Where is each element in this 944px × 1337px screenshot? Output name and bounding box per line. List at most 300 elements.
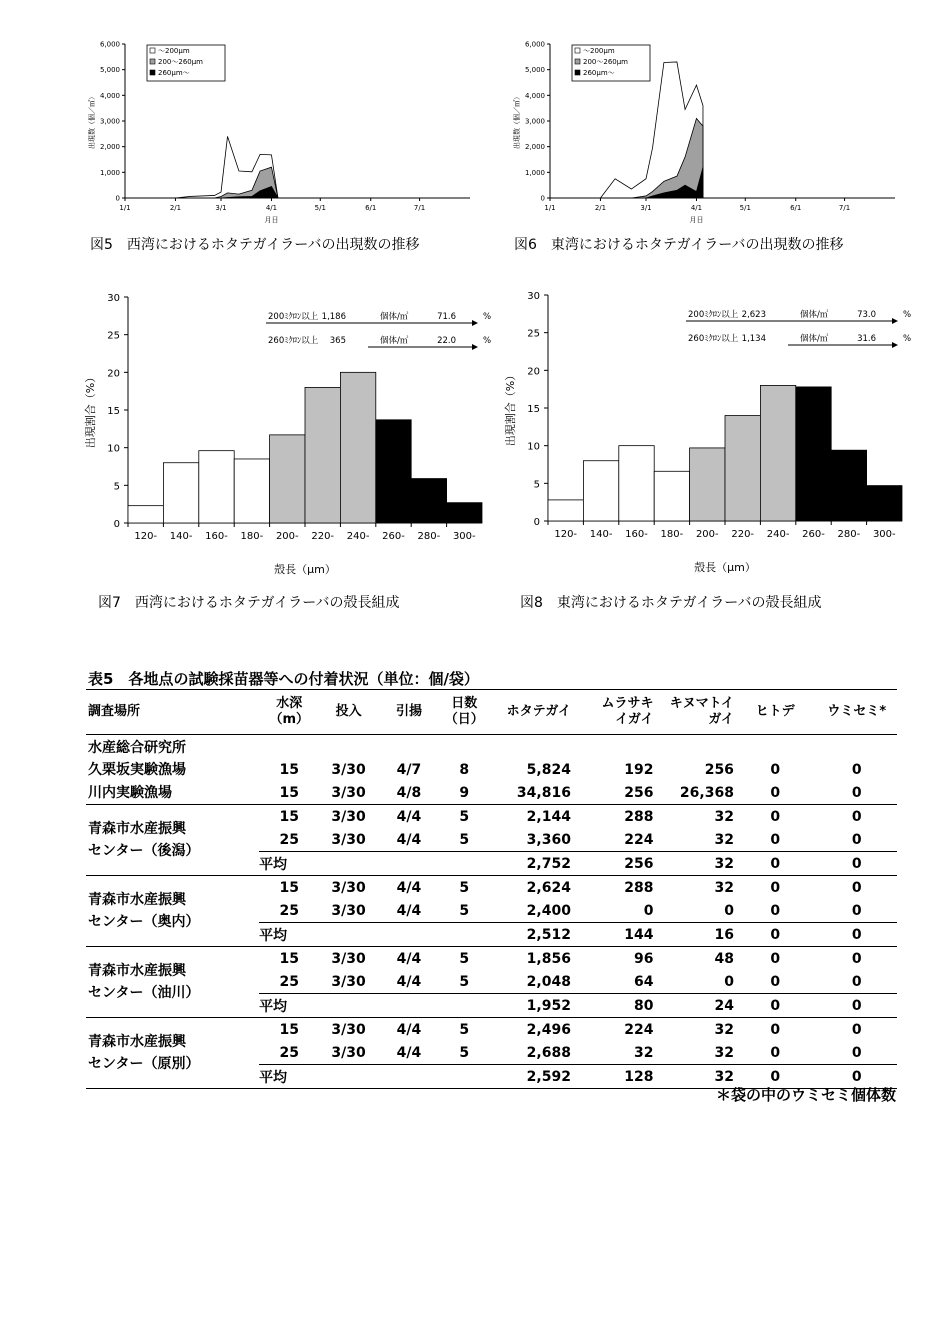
table-cell: 0 bbox=[851, 950, 862, 967]
table-cell: 0 bbox=[770, 973, 781, 990]
svg-fig6-legend-label: 260μm～ bbox=[583, 69, 615, 77]
table-cell: 0 bbox=[770, 1044, 781, 1061]
svg-fig6-xtick-label: 2/1 bbox=[594, 204, 607, 212]
table-cell: 9 bbox=[459, 784, 470, 801]
svg-fig5-legend-swatch bbox=[150, 48, 155, 53]
svg-fig6-ytick-label: 6,000 bbox=[524, 40, 545, 49]
table-cell bbox=[378, 852, 440, 876]
table-cell bbox=[488, 735, 571, 759]
svg-fig8-annotation-text: 260ﾐｸﾛﾝ以上 bbox=[688, 334, 739, 344]
table-cell: 15 bbox=[279, 1021, 299, 1038]
table-cell: 0 bbox=[851, 902, 862, 919]
svg-fig8-ytick-label: 30 bbox=[527, 291, 540, 302]
table-cell: 32 bbox=[714, 808, 734, 825]
attachment-table bbox=[86, 689, 897, 1089]
table-cell: 0 bbox=[851, 1021, 862, 1038]
svg-fig5-xtick-label: 3/1 bbox=[215, 204, 227, 212]
table-cell bbox=[319, 923, 377, 947]
svg-fig7-annotation-text: % bbox=[483, 312, 492, 322]
table-cell: 0 bbox=[734, 994, 817, 1018]
table-cell: 256 bbox=[704, 761, 734, 778]
svg-fig7-xtick-label: 260- bbox=[382, 531, 405, 542]
table-cell: 32 bbox=[653, 852, 733, 876]
table-cell: 5 bbox=[459, 808, 470, 825]
svg-fig6-xtick-label: 3/1 bbox=[640, 204, 652, 212]
fig5-line-chart bbox=[80, 36, 480, 226]
svg-fig7-bar bbox=[447, 503, 482, 523]
table-cell: 25 bbox=[279, 902, 299, 919]
header-cell: ウミセミ* bbox=[827, 704, 887, 719]
table-cell bbox=[440, 994, 488, 1018]
table-cell: 2,512 bbox=[488, 923, 571, 947]
svg-fig8-xtick-label: 140- bbox=[589, 529, 613, 540]
table-cell: 32 bbox=[714, 1021, 734, 1038]
table-cell bbox=[319, 994, 377, 1018]
table-header-row bbox=[86, 690, 897, 735]
table-cell: 0 bbox=[851, 1044, 862, 1061]
table-cell bbox=[319, 735, 377, 759]
table-cell bbox=[440, 923, 488, 947]
svg-fig7-bar bbox=[128, 506, 163, 523]
table-cell: 2,048 bbox=[526, 973, 571, 990]
svg-fig7-xtick-label: 120- bbox=[134, 531, 158, 542]
svg-fig7-xtick-label: 240- bbox=[346, 531, 370, 542]
table-title: 表5 各地点の試験採苗器等への付着状況（単位：個/袋） bbox=[88, 670, 479, 688]
table-cell: 0 bbox=[643, 902, 654, 919]
table-cell bbox=[440, 852, 488, 876]
table-cell bbox=[259, 735, 319, 759]
svg-fig8-annotation-text: 個体/㎥ bbox=[800, 310, 829, 320]
fig7-svg bbox=[80, 285, 490, 585]
svg-fig8-xtick-label: 220- bbox=[731, 529, 755, 540]
svg-fig7-annotation-text: 260ﾐｸﾛﾝ以上 bbox=[268, 336, 319, 346]
svg-fig6-legend-label: ～200μm bbox=[583, 47, 615, 55]
table-cell: 0 bbox=[724, 902, 734, 919]
table-cell: 32 bbox=[714, 1044, 734, 1061]
svg-fig7-bar bbox=[163, 463, 198, 523]
table-row bbox=[86, 947, 897, 971]
svg-fig6-xtick-label: 6/1 bbox=[790, 204, 802, 212]
table-cell: 3/30 bbox=[331, 831, 366, 848]
table-cell: 25 bbox=[279, 973, 299, 990]
table-cell: 4/4 bbox=[396, 879, 422, 896]
svg-fig5-ytick-label: 4,000 bbox=[99, 91, 120, 100]
table-cell bbox=[816, 735, 897, 759]
svg-fig7-xlabel: 殻長（μm） bbox=[274, 563, 336, 576]
site-name: 久栗坂実験漁場 bbox=[88, 761, 186, 778]
svg-fig5-ylabel: 出現数（個／㎥） bbox=[88, 93, 96, 149]
table-cell: 0 bbox=[770, 831, 781, 848]
svg-fig7-bar bbox=[376, 420, 411, 523]
table-cell: 0 bbox=[770, 784, 781, 801]
table-cell bbox=[378, 994, 440, 1018]
svg-fig8-annotation-arrowhead bbox=[892, 318, 898, 324]
table-cell: 15 bbox=[279, 879, 299, 896]
table-row bbox=[86, 758, 897, 781]
svg-fig7-ytick-label: 30 bbox=[107, 293, 120, 304]
table-cell: 24 bbox=[653, 994, 733, 1018]
svg-fig5-xtick-label: 4/1 bbox=[265, 204, 278, 212]
table-cell: 5 bbox=[459, 950, 470, 967]
table-cell: 15 bbox=[279, 784, 299, 801]
fig5-caption: 図5 西湾におけるホタテガイラーバの出現数の推移 bbox=[90, 237, 420, 253]
svg-fig8-annotation-text: % bbox=[903, 310, 912, 320]
table-cell: 15 bbox=[279, 950, 299, 967]
header-cell: 投入 bbox=[335, 704, 362, 719]
svg-fig7-ytick-label: 0 bbox=[113, 519, 120, 530]
table-container bbox=[86, 689, 897, 1089]
table-cell: 288 bbox=[624, 879, 654, 896]
svg-fig8-annotation-text: 2,623 bbox=[741, 310, 766, 320]
table-body bbox=[86, 735, 897, 1089]
header-cell: 引揚 bbox=[395, 704, 422, 719]
svg-fig8-annotation-text: % bbox=[903, 334, 912, 344]
svg-fig7-annotation-arrowhead bbox=[472, 344, 478, 350]
svg-fig6-ylabel: 出現数（個／㎥） bbox=[513, 93, 521, 149]
table-cell bbox=[319, 1065, 377, 1089]
table-cell: 4/4 bbox=[396, 950, 422, 967]
table-cell bbox=[734, 735, 817, 759]
svg-fig7-bar bbox=[340, 372, 375, 523]
svg-fig5-legend-swatch bbox=[150, 70, 155, 75]
table-cell bbox=[653, 735, 733, 759]
table-footnote: ＊袋の中のウミセミ個体数 bbox=[715, 1086, 896, 1104]
table-cell: 0 bbox=[851, 831, 862, 848]
table-row bbox=[86, 781, 897, 805]
svg-fig7-xtick-label: 160- bbox=[205, 531, 228, 542]
fig7-bar-chart bbox=[80, 285, 490, 585]
average-label: 平均 bbox=[259, 923, 319, 947]
svg-fig8-bar bbox=[619, 446, 654, 521]
table-cell: 1,952 bbox=[488, 994, 571, 1018]
table-cell: 3/30 bbox=[331, 973, 366, 990]
svg-fig8-bar bbox=[725, 416, 760, 521]
table-cell: 80 bbox=[571, 994, 654, 1018]
table-cell: 32 bbox=[653, 1065, 733, 1089]
table-cell: 26,368 bbox=[679, 784, 734, 801]
fig6-svg bbox=[505, 36, 905, 226]
svg-fig7-ytick-label: 25 bbox=[107, 330, 120, 342]
svg-fig7-xtick-label: 220- bbox=[311, 531, 335, 542]
table-row bbox=[86, 805, 897, 829]
table-cell: 0 bbox=[816, 923, 897, 947]
table-cell: 0 bbox=[851, 973, 862, 990]
svg-fig8-xtick-label: 300- bbox=[872, 529, 896, 540]
table-cell: 0 bbox=[734, 1065, 817, 1089]
fig5-svg bbox=[80, 36, 480, 226]
svg-fig8-xtick-label: 200- bbox=[695, 529, 719, 540]
svg-fig6-ytick-label: 5,000 bbox=[524, 66, 545, 75]
table-cell: 0 bbox=[734, 852, 817, 876]
svg-fig6-legend-swatch bbox=[575, 70, 580, 75]
svg-fig6-ytick-label: 4,000 bbox=[524, 91, 545, 100]
svg-fig5-ytick-label: 0 bbox=[115, 194, 120, 203]
svg-fig7-ylabel: 出現割合（%） bbox=[84, 371, 97, 449]
svg-fig7-xtick-label: 200- bbox=[275, 531, 299, 542]
table-cell: 3,360 bbox=[526, 831, 571, 848]
svg-fig8-ytick-label: 25 bbox=[527, 328, 540, 340]
table-cell: 64 bbox=[633, 973, 654, 990]
table-cell: 0 bbox=[770, 808, 781, 825]
svg-fig8-bar bbox=[548, 500, 583, 521]
fig8-svg bbox=[500, 283, 910, 583]
svg-fig5-xlabel: 月日 bbox=[264, 216, 279, 224]
table-cell bbox=[378, 735, 440, 759]
svg-fig7-bar bbox=[270, 435, 305, 523]
svg-fig8-bar bbox=[583, 461, 618, 521]
svg-fig7-annotation-text: 200ﾐｸﾛﾝ以上 bbox=[268, 312, 319, 322]
table-cell: 0 bbox=[816, 994, 897, 1018]
svg-fig8-annotation-text: 1,134 bbox=[741, 334, 766, 344]
table-cell: 2,144 bbox=[526, 808, 571, 825]
svg-fig5-legend-label: 260μm～ bbox=[158, 69, 190, 77]
table-row bbox=[86, 876, 897, 900]
svg-fig8-xtick-label: 120- bbox=[554, 529, 578, 540]
table-cell bbox=[440, 1065, 488, 1089]
svg-fig6-ytick-label: 1,000 bbox=[524, 168, 545, 177]
svg-fig8-annotation-arrowhead bbox=[892, 342, 898, 348]
table-cell: 0 bbox=[851, 761, 862, 778]
fig6-caption: 図6 東湾におけるホタテガイラーバの出現数の推移 bbox=[514, 237, 844, 253]
table-cell: 4/4 bbox=[396, 1021, 422, 1038]
table-cell: 32 bbox=[633, 1044, 654, 1061]
table-cell: 3/30 bbox=[331, 761, 366, 778]
table-cell: 2,688 bbox=[526, 1044, 571, 1061]
table-cell: 8 bbox=[459, 761, 470, 778]
svg-fig7-annotation-arrowhead bbox=[472, 320, 478, 326]
table-cell: 3/30 bbox=[331, 784, 366, 801]
svg-fig5-ytick-label: 3,000 bbox=[99, 117, 120, 126]
svg-fig7-xtick-label: 140- bbox=[169, 531, 193, 542]
table-cell: 25 bbox=[279, 831, 299, 848]
table-cell: 4/4 bbox=[396, 902, 422, 919]
table-cell: 3/30 bbox=[331, 1021, 366, 1038]
table-cell: 0 bbox=[724, 973, 734, 990]
svg-fig7-annotation-text: 71.6 bbox=[437, 312, 456, 322]
table-cell bbox=[378, 1065, 440, 1089]
svg-fig6-legend-swatch bbox=[575, 48, 580, 53]
header-cell: ヒトデ bbox=[755, 704, 795, 719]
table-cell: 1,856 bbox=[526, 950, 571, 967]
svg-fig7-annotation-text: 22.0 bbox=[437, 336, 456, 346]
table-cell: 0 bbox=[770, 902, 781, 919]
table-cell: 5 bbox=[459, 1021, 470, 1038]
svg-fig8-bar bbox=[760, 385, 795, 521]
site-name: 青森市水産振興 センター（奥内） bbox=[88, 892, 200, 930]
fig7-caption: 図7 西湾におけるホタテガイラーバの殻長組成 bbox=[98, 595, 400, 611]
svg-fig8-xlabel: 殻長（μm） bbox=[694, 561, 756, 574]
svg-fig6-xtick-label: 1/1 bbox=[544, 204, 556, 212]
svg-fig8-bar bbox=[831, 450, 866, 521]
table-cell: 0 bbox=[816, 852, 897, 876]
svg-fig6-ytick-label: 0 bbox=[540, 194, 545, 203]
svg-fig7-annotation-text: % bbox=[483, 336, 492, 346]
svg-fig5-xtick-label: 2/1 bbox=[169, 204, 182, 212]
fig8-bar-chart bbox=[500, 283, 910, 583]
table-cell: 5 bbox=[459, 973, 470, 990]
svg-fig7-ytick-label: 10 bbox=[107, 443, 120, 455]
table-cell: 16 bbox=[653, 923, 733, 947]
table-cell bbox=[378, 923, 440, 947]
table-cell: 2,592 bbox=[488, 1065, 571, 1089]
svg-fig8-xtick-label: 180- bbox=[660, 529, 684, 540]
svg-fig8-bar bbox=[796, 387, 831, 521]
svg-fig5-ytick-label: 6,000 bbox=[99, 40, 120, 49]
svg-fig5-legend-swatch bbox=[150, 59, 155, 64]
table-cell: 0 bbox=[734, 923, 817, 947]
svg-fig8-annotation-text: 31.6 bbox=[857, 334, 876, 344]
table-row bbox=[86, 735, 897, 759]
svg-fig7-bar bbox=[411, 479, 446, 523]
table-cell: 192 bbox=[624, 761, 654, 778]
svg-fig7-xtick-label: 300- bbox=[452, 531, 476, 542]
table-cell: 5,824 bbox=[526, 761, 571, 778]
site-name: 川内実験漁場 bbox=[88, 784, 172, 801]
table-cell bbox=[571, 735, 654, 759]
svg-fig7-annotation-text: 365 bbox=[329, 336, 346, 346]
table-cell: 256 bbox=[571, 852, 654, 876]
svg-fig8-ytick-label: 20 bbox=[527, 366, 540, 378]
site-name: 青森市水産振興 センター（後潟） bbox=[88, 821, 200, 859]
table-cell bbox=[440, 735, 488, 759]
table-cell: 32 bbox=[714, 831, 734, 848]
table-cell: 288 bbox=[624, 808, 654, 825]
table-cell: 5 bbox=[459, 1044, 470, 1061]
svg-fig7-bar bbox=[305, 387, 340, 523]
svg-fig8-ytick-label: 15 bbox=[527, 404, 540, 415]
site-name: 青森市水産振興 センター（油川） bbox=[88, 963, 200, 1001]
header-cell: 調査場所 bbox=[88, 704, 141, 719]
table-cell: 0 bbox=[770, 761, 781, 778]
svg-fig5-legend-label: ～200μm bbox=[158, 47, 190, 55]
table-cell: 15 bbox=[279, 761, 299, 778]
svg-fig8-bar bbox=[867, 486, 902, 521]
svg-fig8-ytick-label: 5 bbox=[533, 479, 540, 491]
table-cell: 2,752 bbox=[488, 852, 571, 876]
table-cell: 0 bbox=[816, 1065, 897, 1089]
svg-fig8-ytick-label: 0 bbox=[533, 517, 540, 528]
svg-fig8-xtick-label: 160- bbox=[625, 529, 648, 540]
table-cell: 4/4 bbox=[396, 831, 422, 848]
svg-fig6-xtick-label: 4/1 bbox=[690, 204, 703, 212]
table-cell: 256 bbox=[624, 784, 654, 801]
svg-fig8-annotation-text: 200ﾐｸﾛﾝ以上 bbox=[688, 310, 739, 320]
svg-fig8-annotation-text: 73.0 bbox=[857, 310, 876, 320]
svg-fig8-annotation-text: 個体/㎥ bbox=[800, 334, 829, 344]
svg-fig8-xtick-label: 240- bbox=[766, 529, 790, 540]
table-cell: 2,624 bbox=[526, 879, 571, 896]
table-cell: 5 bbox=[459, 879, 470, 896]
table-row bbox=[86, 1018, 897, 1042]
table-cell: 224 bbox=[624, 831, 654, 848]
table-cell: 0 bbox=[851, 879, 862, 896]
table-cell: 5 bbox=[459, 831, 470, 848]
table-cell: 48 bbox=[714, 950, 734, 967]
svg-fig6-xlabel: 月日 bbox=[689, 216, 704, 224]
table-cell: 0 bbox=[770, 1021, 781, 1038]
svg-fig5-ytick-label: 2,000 bbox=[99, 143, 120, 152]
header-cell: ホタテガイ bbox=[506, 704, 571, 719]
average-label: 平均 bbox=[259, 852, 319, 876]
table-cell: 0 bbox=[851, 784, 862, 801]
svg-fig6-ytick-label: 2,000 bbox=[524, 143, 545, 152]
svg-fig8-xtick-label: 280- bbox=[837, 529, 861, 540]
table-cell: 224 bbox=[624, 1021, 654, 1038]
svg-fig8-ytick-label: 10 bbox=[527, 441, 540, 453]
header-cell: 日数 （日） bbox=[444, 696, 484, 727]
table-cell: 2,496 bbox=[526, 1021, 571, 1038]
svg-fig5-xtick-label: 5/1 bbox=[314, 204, 326, 212]
average-label: 平均 bbox=[259, 994, 319, 1018]
table-cell: 4/4 bbox=[396, 808, 422, 825]
svg-fig7-xtick-label: 280- bbox=[417, 531, 441, 542]
svg-fig7-annotation-text: 個体/㎥ bbox=[380, 312, 409, 322]
svg-fig8-ylabel: 出現割合（%） bbox=[504, 369, 517, 447]
table-cell: 32 bbox=[714, 879, 734, 896]
table-cell: 3/30 bbox=[331, 902, 366, 919]
svg-fig6-ytick-label: 3,000 bbox=[524, 117, 545, 126]
table-cell: 128 bbox=[571, 1065, 654, 1089]
svg-fig8-bar bbox=[654, 471, 689, 521]
svg-fig5-xtick-label: 1/1 bbox=[119, 204, 131, 212]
svg-fig7-annotation-text: 個体/㎥ bbox=[380, 336, 409, 346]
header-cell: ムラサキ イガイ bbox=[601, 696, 654, 727]
table-cell: 144 bbox=[571, 923, 654, 947]
table-cell: 3/30 bbox=[331, 1044, 366, 1061]
table-cell: 3/30 bbox=[331, 879, 366, 896]
svg-fig5-legend-label: 200～260μm bbox=[158, 58, 203, 66]
table-cell: 0 bbox=[770, 879, 781, 896]
table-cell: 96 bbox=[633, 950, 654, 967]
table-cell: 4/4 bbox=[396, 973, 422, 990]
svg-fig7-ytick-label: 15 bbox=[107, 406, 120, 417]
table-cell: 4/7 bbox=[396, 761, 422, 778]
svg-fig5-ytick-label: 5,000 bbox=[99, 66, 120, 75]
table-cell: 34,816 bbox=[516, 784, 571, 801]
fig6-line-chart bbox=[505, 36, 905, 226]
table-cell: 4/8 bbox=[396, 784, 422, 801]
table-cell: 4/4 bbox=[396, 1044, 422, 1061]
svg-fig6-xtick-label: 7/1 bbox=[838, 204, 851, 212]
table-cell: 5 bbox=[459, 902, 470, 919]
svg-fig6-legend-label: 200～260μm bbox=[583, 58, 628, 66]
table-cell: 0 bbox=[851, 808, 862, 825]
table-cell: 15 bbox=[279, 808, 299, 825]
svg-fig7-ytick-label: 20 bbox=[107, 368, 120, 380]
table-cell: 0 bbox=[770, 950, 781, 967]
svg-fig7-annotation-text: 1,186 bbox=[321, 312, 346, 322]
svg-fig7-xtick-label: 180- bbox=[240, 531, 264, 542]
table-cell: 3/30 bbox=[331, 950, 366, 967]
svg-fig5-xtick-label: 7/1 bbox=[413, 204, 426, 212]
site-name: 青森市水産振興 センター（原別） bbox=[88, 1034, 200, 1072]
svg-fig7-bar bbox=[199, 451, 234, 523]
header-cell: 水深 （m） bbox=[269, 696, 310, 727]
svg-fig7-ytick-label: 5 bbox=[113, 481, 120, 493]
site-name: 水産総合研究所 bbox=[88, 739, 186, 756]
header-cell: キヌマトイ ガイ bbox=[669, 696, 734, 727]
svg-fig6-legend-swatch bbox=[575, 59, 580, 64]
table-cell bbox=[319, 852, 377, 876]
svg-fig8-bar bbox=[690, 448, 725, 521]
svg-fig5-xtick-label: 6/1 bbox=[365, 204, 377, 212]
svg-fig8-xtick-label: 260- bbox=[802, 529, 825, 540]
table-cell: 2,400 bbox=[526, 902, 571, 919]
svg-fig5-ytick-label: 1,000 bbox=[99, 168, 120, 177]
average-label: 平均 bbox=[259, 1065, 319, 1089]
table-cell: 3/30 bbox=[331, 808, 366, 825]
svg-fig7-bar bbox=[234, 459, 269, 523]
